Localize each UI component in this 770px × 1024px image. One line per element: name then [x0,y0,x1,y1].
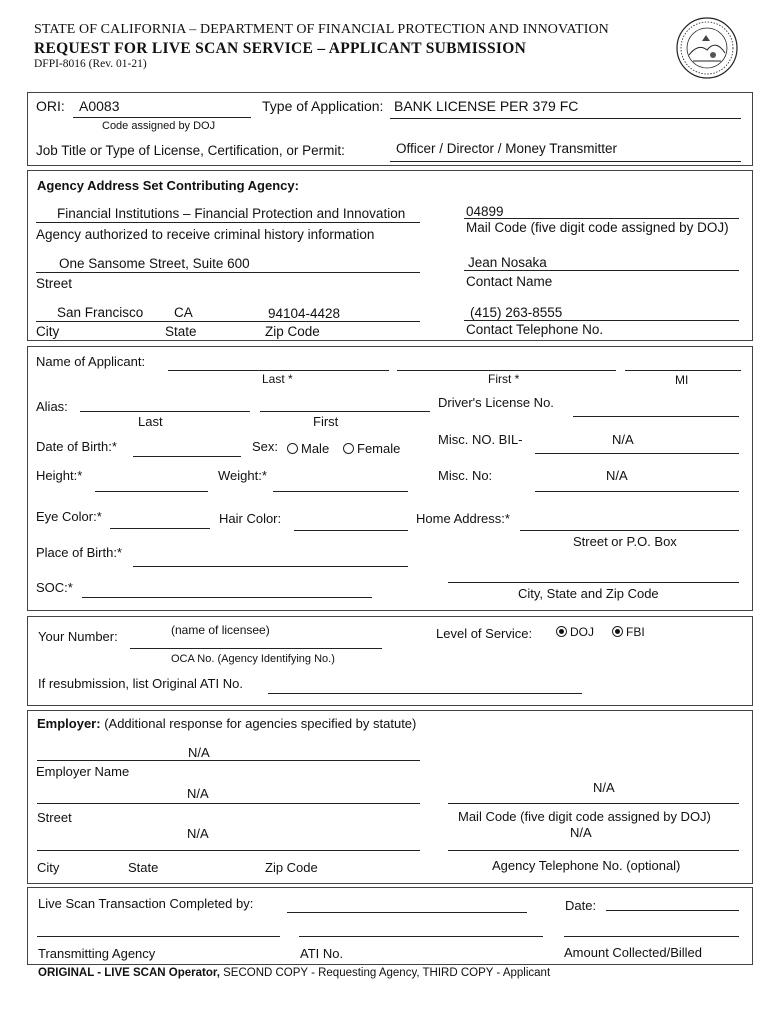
employer-name-caption: Employer Name [36,764,130,779]
original-ati-input[interactable] [268,693,582,694]
ori-label: ORI: [36,98,65,114]
agency-zip-value[interactable]: 94104-4428 [268,306,341,321]
employer-city-value[interactable]: N/A [187,826,209,841]
form-number: DFPI-8016 (Rev. 01-21) [34,58,147,70]
misc-bil-line [535,453,739,454]
agency-name-caption: Agency authorized to receive criminal history information [36,227,375,242]
drivers-license-input[interactable] [573,416,739,417]
sex-male-radio[interactable] [287,441,329,456]
oca-caption: OCA No. (Agency Identifying No.) [171,653,335,665]
height-label: Height:* [36,468,83,483]
dob-label: Date of Birth:* [36,439,117,454]
copy-distribution-footer [38,967,550,979]
alias-last-input[interactable] [80,411,250,412]
fbi-label: FBI [626,625,645,639]
street-po-box-caption: Street or P.O. Box [573,534,677,549]
job-line [390,161,741,162]
completed-by-label: Live Scan Transaction Completed by: [38,896,254,911]
sex-label: Sex: [252,439,279,454]
applicant-name-label: Name of Applicant: [36,354,146,369]
completed-by-input[interactable] [287,912,527,913]
type-of-application-value[interactable]: BANK LICENSE PER 379 FC [394,98,579,114]
sex-female-label: Female [357,441,401,456]
mi-caption: MI [675,373,689,387]
resubmission-label: If resubmission, list Original ATI No. [38,676,243,691]
employer-mail-code-caption: Mail Code (five digit code assigned by DOJ) [458,809,711,824]
employer-heading-rest: (Additional response for agencies specified by statute) [100,716,417,731]
state-seal-icon [676,17,738,79]
sex-female-radio[interactable] [343,441,400,456]
transmitting-agency-caption: Transmitting Agency [38,946,156,961]
employer-street-caption: Street [37,810,72,825]
your-number-value[interactable]: (name of licensee) [171,623,270,637]
your-number-line [130,648,382,649]
drivers-license-label: Driver's License No. [438,395,554,410]
eye-color-label: Eye Color:* [36,509,102,524]
agency-state-value[interactable]: CA [174,305,193,320]
eye-color-input[interactable] [110,528,210,529]
employer-mail-code-value[interactable]: N/A [593,780,615,795]
dob-input[interactable] [133,456,241,457]
your-number-label: Your Number: [38,629,118,644]
misc-no-label: Misc. No: [438,468,493,483]
agency-name-line [36,222,420,223]
date-label: Date: [565,898,597,913]
fbi-radio[interactable] [612,625,645,639]
contact-name-line [464,270,739,271]
weight-input[interactable] [273,491,408,492]
employer-street-value[interactable]: N/A [187,786,209,801]
home-address-label: Home Address:* [416,511,510,526]
employer-street-line [37,803,420,804]
contact-name-caption: Contact Name [466,274,553,289]
doj-label: DOJ [570,625,594,639]
weight-label: Weight:* [218,468,267,483]
mail-code-caption: Mail Code (five digit code assigned by DOJ) [466,220,729,235]
employer-city-caption: City [37,860,60,875]
home-address-input[interactable] [520,530,739,531]
employer-zip-caption: Zip Code [265,860,318,875]
last-name-caption: Last * [262,372,293,386]
applicant-section [27,346,753,611]
type-line [390,118,741,119]
first-name-caption: First * [488,372,520,386]
contact-phone-value[interactable]: (415) 263-8555 [470,305,563,320]
alias-first-input[interactable] [260,411,430,412]
alias-last-caption: Last [138,414,163,429]
alias-first-caption: First [313,414,339,429]
agency-zip-caption: Zip Code [265,324,320,339]
employer-phone-value[interactable]: N/A [570,825,592,840]
footer-bold: ORIGINAL - LIVE SCAN Operator, [38,967,220,979]
sex-male-label: Male [301,441,330,456]
employer-heading-bold: Employer: [37,716,101,731]
misc-no-value[interactable]: N/A [606,468,628,483]
employer-state-caption: State [128,860,159,875]
employer-phone-line [448,850,739,851]
contact-name-value[interactable]: Jean Nosaka [468,255,547,270]
radio-selected-icon [556,626,567,637]
soc-label: SOC:* [36,580,73,595]
agency-street-caption: Street [36,276,73,291]
employer-city-line [37,850,420,851]
employer-name-line [37,760,420,761]
alias-label: Alias: [36,399,68,414]
agency-street-line [36,272,420,273]
ori-caption: Code assigned by DOJ [102,120,216,132]
middle-initial-input[interactable] [625,370,741,371]
height-input[interactable] [95,491,208,492]
doj-radio[interactable] [556,625,594,639]
misc-no-line [535,491,739,492]
place-of-birth-input[interactable] [133,566,408,567]
mail-code-value[interactable]: 04899 [466,204,504,219]
misc-bil-value[interactable]: N/A [612,432,634,447]
radio-selected-icon [612,626,623,637]
radio-icon [343,443,354,454]
job-title-label: Job Title or Type of License, Certification, or Permit: [36,143,345,158]
amount-caption: Amount Collected/Billed [564,945,703,960]
footer-rest: SECOND COPY - Requesting Agency, THIRD COPY - Applicant [219,967,551,979]
transmitting-agency-input[interactable] [37,936,280,937]
mail-code-line [464,218,739,219]
agency-name-value[interactable]: Financial Institutions – Financial Protection and Innovation [57,206,406,221]
agency-state-caption: State [165,324,197,339]
hair-color-input[interactable] [294,530,408,531]
agency-street-value[interactable]: One Sansome Street, Suite 600 [59,256,250,271]
agency-city-caption: City [36,324,60,339]
employer-mail-code-line [448,803,739,804]
ori-line [73,117,251,118]
misc-bil-label: Misc. NO. BIL- [438,432,523,447]
radio-icon [287,443,298,454]
form-title: REQUEST FOR LIVE SCAN SERVICE – APPLICANT SUBMISSION [34,40,527,57]
last-name-input[interactable] [168,370,389,371]
date-input[interactable] [606,910,739,911]
agency-city-value[interactable]: San Francisco [57,305,144,320]
contact-phone-caption: Contact Telephone No. [466,322,604,337]
type-of-application-label: Type of Application: [262,98,384,114]
ati-no-input[interactable] [299,936,543,937]
place-of-birth-label: Place of Birth:* [36,545,122,560]
employer-name-value[interactable]: N/A [188,745,210,760]
agency-city-line [36,321,420,322]
agency-heading: Agency Address Set Contributing Agency: [37,178,299,193]
soc-input[interactable] [82,597,372,598]
agency-header: STATE OF CALIFORNIA – DEPARTMENT OF FINANCIAL PROTECTION AND INNOVATION [34,22,609,37]
amount-input[interactable] [564,936,739,937]
job-title-value[interactable]: Officer / Director / Money Transmitter [396,141,618,156]
ori-value[interactable]: A0083 [79,98,120,114]
level-of-service-label: Level of Service: [436,626,533,641]
city-state-zip-caption: City, State and Zip Code [518,586,659,601]
employer-phone-caption: Agency Telephone No. (optional) [492,858,681,873]
city-state-zip-input[interactable] [448,582,739,583]
employer-heading [37,716,416,731]
contact-phone-line [464,320,739,321]
first-name-input[interactable] [397,370,616,371]
hair-color-label: Hair Color: [219,511,282,526]
ati-no-caption: ATI No. [300,946,344,961]
